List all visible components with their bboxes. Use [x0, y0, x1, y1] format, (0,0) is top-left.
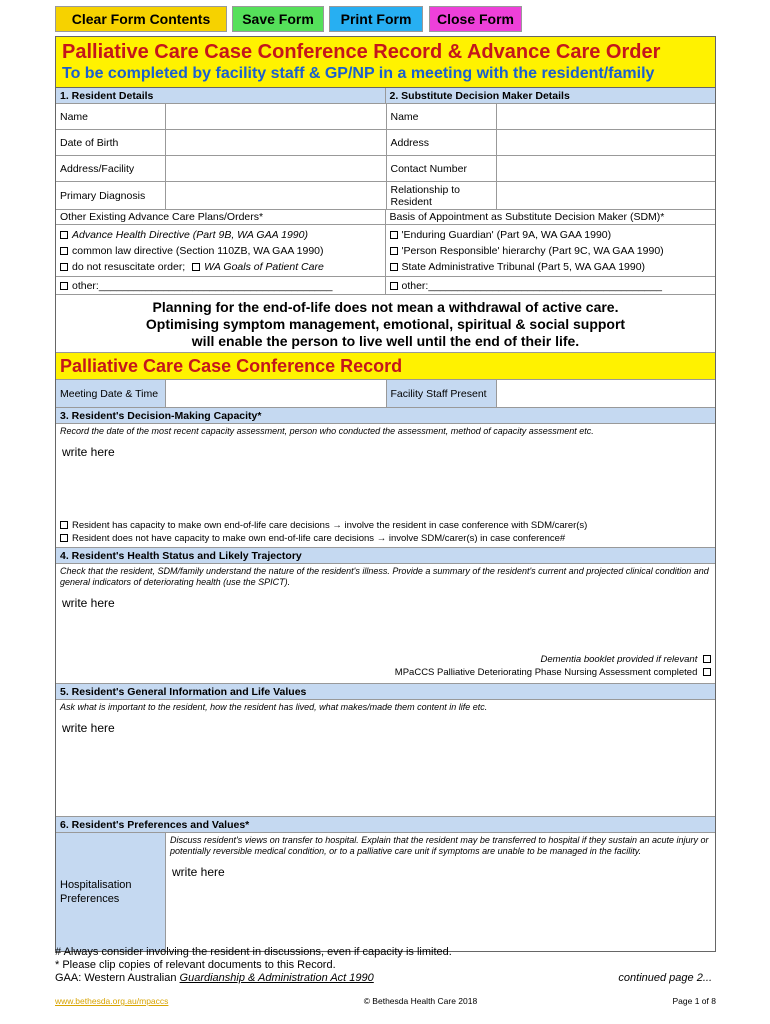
capacity-yes-option[interactable]: Resident has capacity to make own end-of-life care decisions → involve the resident in case conference with SDM/carer(s) [56, 519, 587, 532]
conference-form [55, 36, 716, 952]
page-number: Page 1 of 8 [672, 996, 716, 1006]
section-2-heading: 2. Substitute Decision Maker Details [386, 88, 716, 103]
print-form-button[interactable]: Print Form [329, 6, 423, 32]
relationship-label: Relationship to Resident [387, 182, 497, 209]
footer-note-1: # Always consider involving the resident in discussions, even if capacity is limited. [55, 946, 452, 958]
checkbox-icon[interactable] [60, 282, 68, 290]
close-form-button[interactable]: Close Form [429, 6, 522, 32]
details-row-2 [56, 130, 715, 156]
section-6-write-field[interactable]: write here [172, 865, 225, 879]
resident-name-field[interactable] [166, 104, 386, 129]
footer-note-2: * Please clip copies of relevant documents to this Record. [55, 959, 336, 971]
banner-line-1: Planning for the end-of-life does not mean a withdrawal of active care. [152, 299, 619, 315]
section-3-write-field[interactable]: write here [62, 445, 115, 459]
basis-option-sat[interactable]: State Administrative Tribunal (Part 5, WA GAA 1990) [390, 259, 712, 275]
dob-field[interactable] [166, 130, 386, 155]
section-6-body [56, 833, 715, 951]
checkbox-icon[interactable] [390, 263, 398, 271]
contact-number-field[interactable] [497, 156, 716, 181]
sdm-name-label: Name [387, 104, 497, 129]
footer-bar [55, 996, 716, 1006]
checkbox-icon[interactable] [390, 282, 398, 290]
section-6-note: Discuss resident's views on transfer to hospital. Explain that the resident may be transferred to hospital if they sustain an acute injury or potentially reversible medical condition, or to a palliative care unit if symptoms are unable to be managed in the facility. [170, 835, 709, 856]
hospitalisation-area [166, 833, 715, 951]
save-form-button[interactable]: Save Form [232, 6, 324, 32]
section-3-heading: 3. Resident's Decision-Making Capacity* [56, 408, 715, 424]
sdm-address-label: Address [387, 130, 497, 155]
sdm-basis-label: Basis of Appointment as Substitute Decision Maker (SDM)* [389, 211, 665, 223]
address-facility-label: Address/Facility [56, 156, 166, 181]
other-plans-label: Other Existing Advance Care Plans/Orders* [56, 210, 386, 224]
basis-other-field[interactable]: other:________________________________________ [386, 277, 716, 294]
footer-notes [55, 946, 716, 985]
checkbox-icon[interactable] [703, 668, 711, 676]
dementia-booklet-check[interactable]: Dementia booklet provided if relevant [395, 653, 715, 666]
contact-number-label: Contact Number [387, 156, 497, 181]
section-5-heading: 5. Resident's General Information and Life Values [56, 684, 715, 700]
facility-staff-field[interactable] [497, 380, 716, 407]
meeting-date-field[interactable] [166, 380, 386, 407]
clear-form-button[interactable]: Clear Form Contents [55, 6, 227, 32]
basis-option-person-responsible[interactable]: 'Person Responsible' hierarchy (Part 9C, WA GAA 1990) [390, 243, 712, 259]
footer-gaa-line [55, 972, 716, 985]
capacity-options [56, 519, 587, 545]
details-row-1 [56, 104, 715, 130]
section-4-checks [395, 653, 715, 679]
section-6-heading: 6. Resident's Preferences and Values* [56, 817, 715, 833]
meeting-row [56, 380, 715, 408]
section-1-2-header [56, 88, 715, 104]
form-subtitle: To be completed by facility staff & GP/NP in a meeting with the resident/family [62, 65, 655, 82]
facility-staff-label: Facility Staff Present [387, 380, 497, 407]
website-link[interactable]: www.bethesda.org.au/mpaccs [55, 996, 169, 1006]
hospitalisation-label: Hospitalisation Preferences [56, 833, 166, 951]
sdm-basis-options [386, 225, 716, 276]
section-4-body [56, 564, 715, 684]
plan-option-ahd[interactable]: Advance Health Directive (Part 9B, WA GAA 1990) [60, 227, 381, 243]
section-5-body [56, 700, 715, 817]
section-5-write-field[interactable]: write here [62, 721, 115, 735]
section-5-note: Ask what is important to the resident, how the resident has lived, what makes/made them content in life etc. [60, 702, 488, 712]
details-row-3 [56, 156, 715, 182]
plan-option-common-law[interactable]: common law directive (Section 110ZB, WA GAA 1990) [60, 243, 381, 259]
mpaccs-assessment-check[interactable]: MPaCCS Palliative Deteriorating Phase Nursing Assessment completed [395, 666, 715, 679]
banner-line-2: Optimising symptom management, emotional, spiritual & social support [145, 316, 626, 332]
section-3-body [56, 424, 715, 548]
meeting-date-label: Meeting Date & Time [56, 380, 166, 407]
plan-option-dnr[interactable]: do not resuscitate order; WA Goals of Patient Care [60, 259, 381, 275]
plans-other-field[interactable]: other:________________________________________ [56, 277, 386, 294]
checkbox-icon[interactable] [60, 521, 68, 529]
plans-options [56, 225, 386, 276]
plans-basis-options-row [56, 225, 715, 277]
checkbox-icon[interactable] [60, 231, 68, 239]
sdm-name-field[interactable] [497, 104, 716, 129]
form-title: Palliative Care Case Conference Record & Advance Care Order [62, 41, 661, 63]
other-row [56, 277, 715, 295]
continued-text: continued page 2... [618, 972, 712, 984]
relationship-field[interactable] [497, 182, 716, 209]
dob-label: Date of Birth [56, 130, 166, 155]
banner-line-3: will enable the person to live well until the end of their life. [191, 333, 580, 349]
gaa-text: GAA: Western Australian Guardianship & Administration Act 1990 [55, 972, 374, 984]
checkbox-icon[interactable] [390, 231, 398, 239]
details-row-4 [56, 182, 715, 210]
section-4-note: Check that the resident, SDM/family understand the nature of the resident's illness. Provide a summary of the resident's current and projected clinical condition and general indicators of deteriorating health (use the SPICT). [60, 566, 709, 587]
guidance-banner [56, 295, 715, 353]
primary-diagnosis-field[interactable] [166, 182, 386, 209]
checkbox-icon[interactable] [60, 247, 68, 255]
primary-diagnosis-label: Primary Diagnosis [56, 182, 166, 209]
basis-option-guardian[interactable]: 'Enduring Guardian' (Part 9A, WA GAA 1990) [390, 227, 712, 243]
section-1-heading: 1. Resident Details [56, 88, 386, 103]
plans-basis-header-row [56, 210, 715, 225]
section-4-heading: 4. Resident's Health Status and Likely Trajectory [56, 548, 715, 564]
copyright-text: © Bethesda Health Care 2018 [363, 996, 478, 1006]
section-3-note: Record the date of the most recent capacity assessment, person who conducted the assessment, method of capacity assessment etc. [60, 426, 594, 436]
section-4-write-field[interactable]: write here [62, 596, 115, 610]
checkbox-icon[interactable] [60, 263, 68, 271]
capacity-no-option[interactable]: Resident does not have capacity to make own end-of-life care decisions → involve SDM/carer(s) in case conference# [56, 532, 587, 545]
title-band [56, 37, 715, 88]
checkbox-icon[interactable] [703, 655, 711, 663]
address-facility-field[interactable] [166, 156, 386, 181]
conference-heading: Palliative Care Case Conference Record [56, 353, 715, 380]
checkbox-icon[interactable] [192, 263, 200, 271]
checkbox-icon[interactable] [390, 247, 398, 255]
sdm-address-field[interactable] [497, 130, 716, 155]
resident-name-label: Name [56, 104, 166, 129]
checkbox-icon[interactable] [60, 534, 68, 542]
